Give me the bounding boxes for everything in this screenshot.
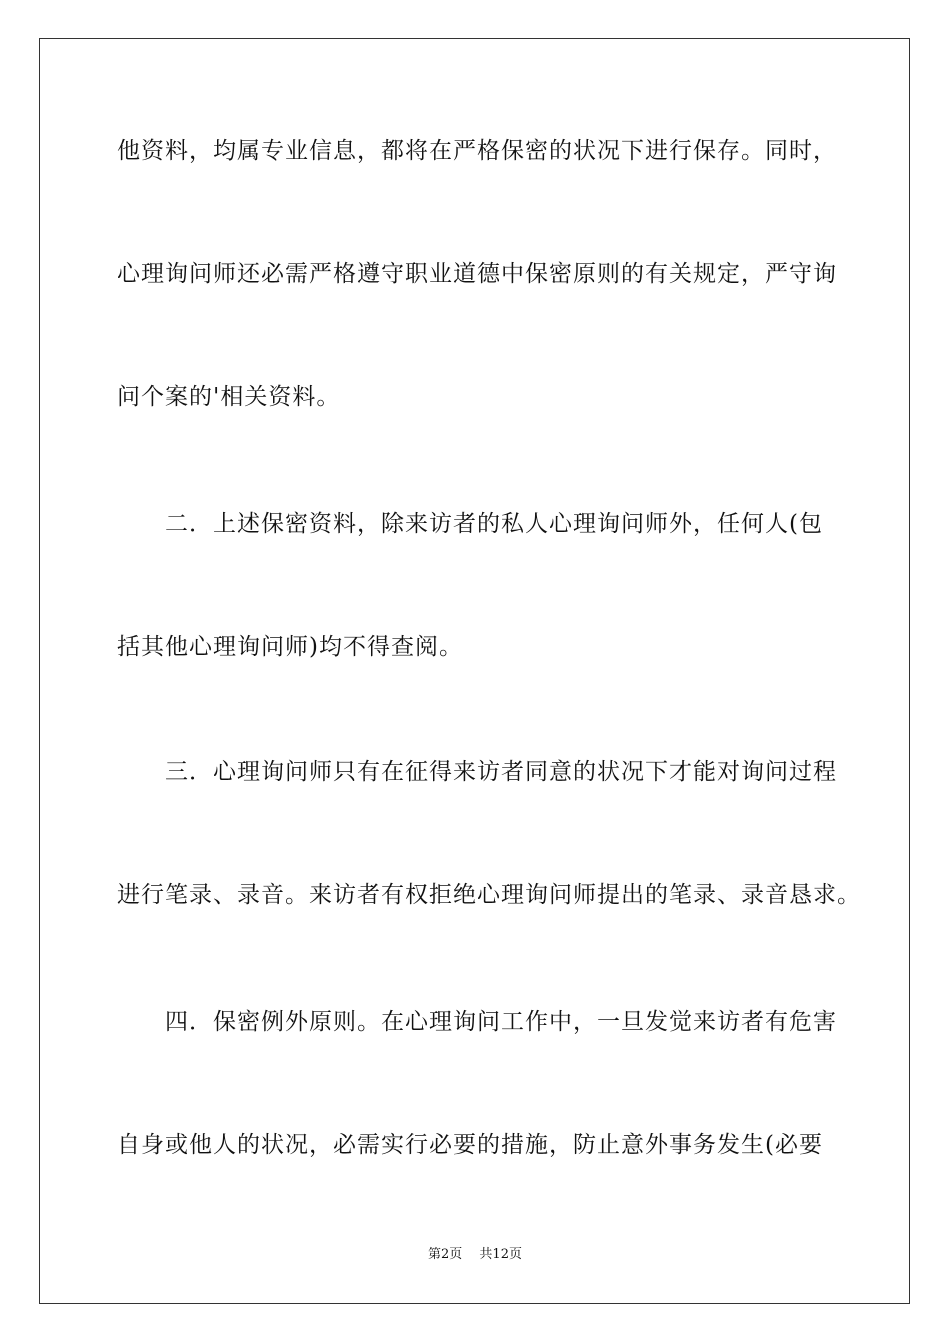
body-line-4: 二．上述保密资料，除来访者的私人心理询问师外，任何人(包 [117, 511, 823, 537]
body-line-2: 心理询问师还必需严格遵守职业道德中保密原则的有关规定，严守询 [117, 261, 837, 287]
body-line-7: 进行笔录、录音。来访者有权拒绝心理询问师提出的笔录、录音恳求。 [117, 882, 861, 908]
page-number-footer: 第2页 共12页 [428, 1247, 522, 1262]
body-line-5: 括其他心理询问师)均不得查阅。 [117, 634, 463, 660]
body-line-9: 自身或他人的状况，必需实行必要的措施，防止意外事务发生(必要 [117, 1132, 823, 1158]
body-line-8: 四．保密例外原则。在心理询问工作中，一旦发觉来访者有危害 [117, 1009, 837, 1035]
body-line-3: 问个案的'相关资料。 [117, 384, 341, 410]
body-line-6: 三．心理询问师只有在征得来访者同意的状况下才能对询问过程 [117, 759, 837, 785]
body-line-1: 他资料，均属专业信息，都将在严格保密的状况下进行保存。同时， [117, 138, 837, 164]
page-border [39, 38, 910, 1304]
